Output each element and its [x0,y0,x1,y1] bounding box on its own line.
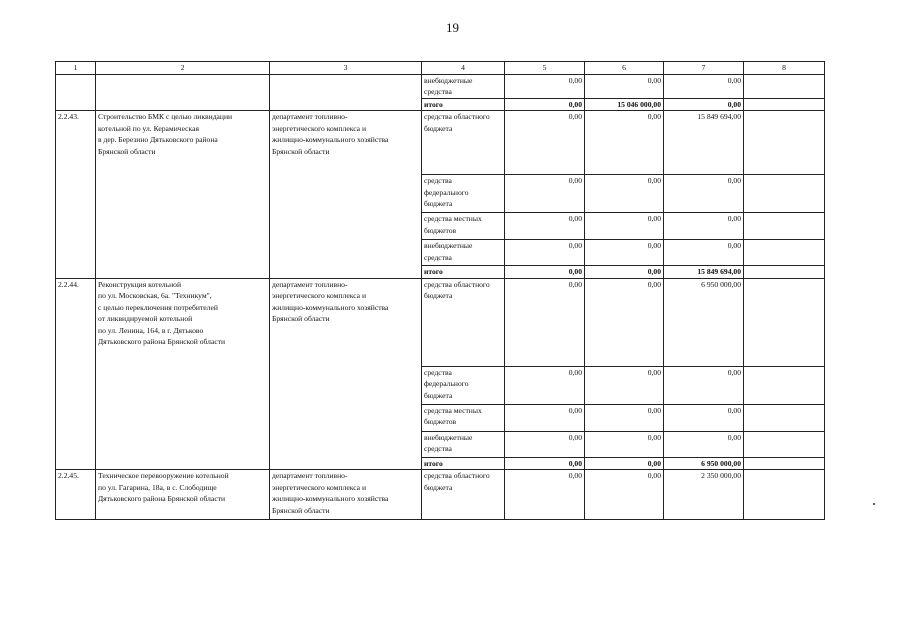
col-header: 3 [270,62,422,75]
table-row [56,74,825,98]
value-col7: 15 849 694,00 [664,111,744,175]
value-col8 [744,470,825,520]
value-col7: 0,00 [664,175,744,213]
value-col7: 6 950 000,00 [664,457,744,470]
col-header: 2 [96,62,270,75]
funding-source: внебюджетные средства [422,74,505,98]
value-col6: 0,00 [585,366,664,404]
item-name: Строительство БМК с целью ликвидации котельной по ул. Керамическая в дер. Березино Дятьковского района Брянской области [96,111,270,279]
page-number: 19 [446,20,459,35]
value-col6: 0,00 [585,213,664,240]
item-executor: департамент топливно- энергетического комплекса и жилищно-коммунального хозяйства Брянской области [270,278,422,470]
item-number [56,74,96,111]
value-col5: 0,00 [505,240,585,266]
col-header: 6 [585,62,664,75]
table-row [56,470,825,520]
value-col8 [744,74,825,98]
item-name: Реконструкция котельной по ул. Московская, 6а. "Техникум", с целью переключения потребителей от ликвидируемой котельной по ул. Ленина, 164, в г. Дятьково Дятьковского района Брянской области [96,278,270,470]
value-col8 [744,366,825,404]
item-name [96,74,270,111]
item-number: 2.2.45. [56,470,96,520]
value-col7: 0,00 [664,404,744,431]
value-col8 [744,111,825,175]
value-col5: 0,00 [505,175,585,213]
value-col8 [744,404,825,431]
value-col6: 15 046 000,00 [585,98,664,111]
value-col5: 0,00 [505,213,585,240]
program-table [55,61,825,520]
item-number: 2.2.44. [56,278,96,470]
funding-source: средства федерального бюджета [422,366,505,404]
table-row [56,278,825,366]
col-header: 1 [56,62,96,75]
value-col6: 0,00 [585,175,664,213]
value-col7: 0,00 [664,98,744,111]
value-col7: 0,00 [664,74,744,98]
value-col8 [744,457,825,470]
value-col6: 0,00 [585,74,664,98]
funding-source: итого [422,457,505,470]
col-header: 8 [744,62,825,75]
item-executor: департамент топливно- энергетического комплекса и жилищно-коммунального хозяйства Брянской области [270,111,422,279]
value-col6: 0,00 [585,457,664,470]
value-col5: 0,00 [505,457,585,470]
value-col6: 0,00 [585,111,664,175]
value-col7: 0,00 [664,366,744,404]
value-col6: 0,00 [585,404,664,431]
value-col5: 0,00 [505,431,585,457]
value-col5: 0,00 [505,278,585,366]
value-col6: 0,00 [585,266,664,279]
funding-source: средства федерального бюджета [422,175,505,213]
value-col8 [744,431,825,457]
funding-source: средства областного бюджета [422,470,505,520]
value-col7: 0,00 [664,431,744,457]
funding-source: средства областного бюджета [422,278,505,366]
table-row [56,111,825,175]
value-col7: 0,00 [664,213,744,240]
value-col5: 0,00 [505,266,585,279]
value-col8 [744,240,825,266]
col-header: 7 [664,62,744,75]
value-col6: 0,00 [585,470,664,520]
item-number: 2.2.43. [56,111,96,279]
value-col6: 0,00 [585,240,664,266]
value-col5: 0,00 [505,366,585,404]
value-col5: 0,00 [505,470,585,520]
col-header: 4 [422,62,505,75]
item-name: Техническое перевооружение котельной по ул. Гагарина, 18а, в с. Слободище Дятьковского района Брянской области [96,470,270,520]
value-col8 [744,98,825,111]
value-col7: 15 849 694,00 [664,266,744,279]
col-header: 5 [505,62,585,75]
funding-source: средства областного бюджета [422,111,505,175]
value-col5: 0,00 [505,111,585,175]
value-col6: 0,00 [585,278,664,366]
value-col5: 0,00 [505,74,585,98]
funding-source: итого [422,266,505,279]
value-col6: 0,00 [585,431,664,457]
item-executor [270,74,422,111]
value-col8 [744,213,825,240]
header-row [56,62,825,75]
item-executor: департамент топливно- энергетического комплекса и жилищно-коммунального хозяйства Брянской области [270,470,422,520]
funding-source: внебюджетные средства [422,240,505,266]
funding-source: средства местных бюджетов [422,404,505,431]
funding-source: внебюджетные средства [422,431,505,457]
value-col5: 0,00 [505,404,585,431]
value-col7: 2 350 000,00 [664,470,744,520]
value-col8 [744,175,825,213]
scan-speck [873,503,875,505]
value-col7: 0,00 [664,240,744,266]
funding-source: средства местных бюджетов [422,213,505,240]
value-col5: 0,00 [505,98,585,111]
value-col8 [744,266,825,279]
funding-source: итого [422,98,505,111]
value-col8 [744,278,825,366]
value-col7: 6 950 000,00 [664,278,744,366]
